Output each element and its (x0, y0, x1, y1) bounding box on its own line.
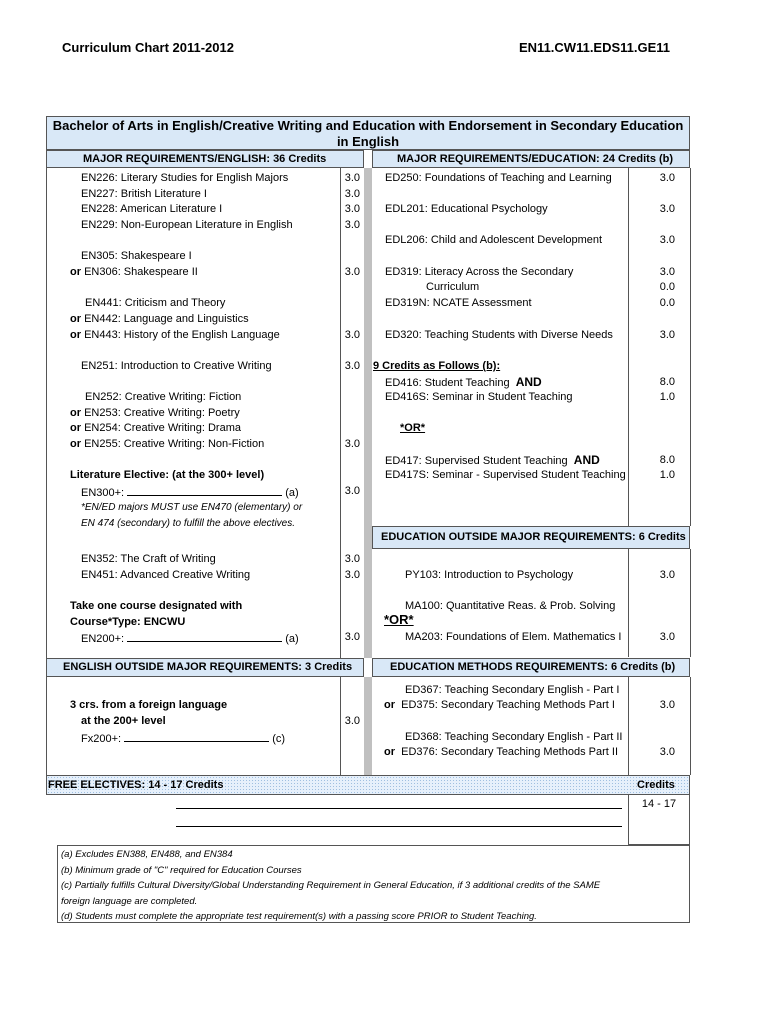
english-outside-header (46, 658, 364, 677)
course-ed417s: ED417S: Seminar - Supervised Student Teaching (385, 469, 626, 481)
course-ed250: ED250: Foundations of Teaching and Learning (385, 172, 612, 184)
course-ed319-cont: Curriculum (426, 281, 480, 293)
credit-value: 3.0 (659, 699, 675, 711)
english-outside-label: ENGLISH OUTSIDE MAJOR REQUIREMENTS: 3 Credits (63, 661, 353, 673)
column-divider (364, 677, 372, 775)
course-en443: or EN443: History of the English Language (70, 329, 280, 341)
en-ed-note-line2: EN 474 (secondary) to fulfill the above electives. (81, 518, 295, 529)
credit-value: 3.0 (344, 438, 360, 450)
course-edl201: EDL201: Educational Psychology (385, 203, 548, 215)
methods-label: EDUCATION METHODS REQUIREMENTS: 6 Credits (b) (390, 661, 676, 673)
credit-value: 3.0 (659, 234, 675, 246)
course-ed416: ED416: Student Teaching AND (385, 375, 542, 389)
credit-value: 3.0 (344, 218, 360, 231)
en300-row: EN300+: (a) (81, 484, 299, 502)
credits-label: Credits (637, 779, 675, 791)
credit-value: 3.0 (344, 203, 360, 216)
credit-value: 3.0 (344, 329, 360, 341)
program-code: EN11.CW11.EDS11.GE11 (519, 40, 671, 55)
footnotes-box (57, 845, 690, 923)
credit-value: 3.0 (344, 485, 360, 497)
credit-value: 8.0 (659, 454, 675, 466)
course-en306: or EN306: Shakespeare II (70, 266, 198, 278)
credit-value: 3.0 (659, 329, 675, 341)
credit-value: 3.0 (659, 172, 675, 184)
education-outside-label: EDUCATION OUTSIDE MAJOR REQUIREMENTS: 6 Credits (381, 531, 686, 543)
credit-value: 3.0 (659, 631, 675, 643)
list-item: EN228: American Literature I (81, 203, 223, 216)
major-english-label: MAJOR REQUIREMENTS/ENGLISH: 36 Credits (83, 153, 327, 165)
free-electives-header (46, 775, 690, 795)
credit-value: 8.0 (659, 376, 675, 388)
elective-blank-line (176, 826, 622, 827)
foreign-language-line1: 3 crs. from a foreign language (70, 699, 228, 711)
credit-value: 3.0 (659, 266, 675, 278)
free-electives-label: FREE ELECTIVES: 14 - 17 Credits (48, 779, 224, 791)
course-en255: or EN255: Creative Writing: Non-Fiction (70, 438, 265, 450)
course-en253: or EN253: Creative Writing: Poetry (70, 407, 240, 419)
course-en252: EN252: Creative Writing: Fiction (85, 391, 242, 403)
credit-value: 3.0 (344, 715, 360, 727)
course-ed375: or ED375: Secondary Teaching Methods Part I (384, 699, 615, 711)
footnote: (a) Excludes EN388, EN488, and EN384 (61, 849, 233, 860)
credit-value: 0.0 (659, 297, 675, 309)
course-ed416s: ED416S: Seminar in Student Teaching (385, 391, 573, 403)
list-item: EN226: Literary Studies for English Majors (81, 172, 289, 184)
course-en352: EN352: The Craft of Writing (81, 553, 216, 565)
course-en251: EN251: Introduction to Creative Writing (81, 360, 272, 372)
education-outside-header (372, 526, 690, 549)
free-electives-credits: 14 - 17 (641, 798, 677, 810)
course-ed368: ED368: Teaching Secondary English - Part II (405, 731, 623, 743)
course-ma203: MA203: Foundations of Elem. Mathematics I (405, 631, 622, 643)
course-en442: or EN442: Language and Linguistics (70, 313, 249, 325)
fx200-row: Fx200+: (c) (81, 730, 285, 748)
credit-value: 1.0 (659, 469, 675, 481)
course-ed376: or ED376: Secondary Teaching Methods Part II (384, 746, 618, 758)
footnote: (b) Minimum grade of "C" required for Education Courses (61, 864, 302, 876)
course-ma100: MA100: Quantitative Reas. & Prob. Solving (405, 600, 616, 612)
credit-value: 3.0 (659, 746, 675, 758)
course-ed319n: ED319N: NCATE Assessment (385, 297, 532, 309)
elective-blank-line (176, 808, 622, 809)
credit-value: 3.0 (344, 360, 360, 372)
or-separator: *OR* (400, 422, 426, 434)
credit-value: 3.0 (659, 569, 675, 581)
encwu-line2: Course*Type: ENCWU (70, 616, 186, 628)
course-en254: or EN254: Creative Writing: Drama (70, 422, 241, 434)
or-separator: *OR* (384, 612, 414, 627)
core-english-credits (330, 171, 360, 233)
course-py103: PY103: Introduction to Psychology (405, 569, 574, 581)
en200-row: EN200+: (a) (81, 630, 299, 648)
list-item: EN227: British Literature I (81, 187, 207, 200)
course-ed319: ED319: Literacy Across the Secondary (385, 266, 574, 278)
footnote: (d) Students must complete the appropriate test requirement(s) with a passing score PRIOR to Student Teaching. (61, 911, 537, 923)
degree-title-band (46, 116, 690, 150)
credit-value: 3.0 (344, 172, 360, 184)
major-english-header (46, 150, 364, 168)
credit-value: 1.0 (659, 391, 675, 403)
major-education-header (372, 150, 690, 168)
credit-value: 0.0 (659, 281, 675, 293)
literature-elective-title: Literature Elective: (at the 300+ level) (70, 469, 265, 481)
chart-title: Curriculum Chart 2011-2012 (62, 40, 234, 55)
credit-value: 3.0 (659, 203, 675, 215)
en-ed-note-line1: *EN/ED majors MUST use EN470 (elementary) or (81, 502, 303, 513)
student-teaching-title: 9 Credits as Follows (b): (373, 360, 501, 372)
course-ed320: ED320: Teaching Students with Diverse Needs (385, 329, 613, 341)
credit-value: 3.0 (344, 187, 360, 200)
credit-value: 3.0 (344, 553, 360, 565)
methods-header (372, 658, 690, 677)
free-electives-credits-box (628, 795, 690, 845)
course-edl206: EDL206: Child and Adolescent Development (385, 234, 603, 246)
course-en305: EN305: Shakespeare I (81, 250, 192, 262)
column-divider (364, 168, 372, 658)
encwu-line1: Take one course designated with (70, 600, 243, 612)
credit-value: 3.0 (344, 569, 360, 581)
course-en451: EN451: Advanced Creative Writing (81, 569, 251, 581)
foreign-language-line2: at the 200+ level (81, 715, 166, 727)
course-ed367: ED367: Teaching Secondary English - Part I (405, 684, 620, 696)
major-education-label: MAJOR REQUIREMENTS/EDUCATION: 24 Credits (b) (397, 153, 674, 165)
core-english-courses (81, 171, 293, 233)
footnote: foreign language are completed. (61, 895, 198, 907)
degree-title-line2: in English (336, 134, 400, 149)
footnote: (c) Partially fulfills Cultural Diversity/Global Understanding Requirement in General Education, if 3 additional credits of the SAME (61, 880, 601, 892)
credit-value: 3.0 (344, 631, 360, 643)
degree-title-line1: Bachelor of Arts in English/Creative Writing and Education with Endorsement in Secondary Education (52, 118, 684, 133)
list-item: EN229: Non-European Literature in English (81, 218, 293, 231)
credit-value: 3.0 (344, 266, 360, 278)
course-en441: EN441: Criticism and Theory (85, 297, 226, 309)
course-ed417: ED417: Supervised Student Teaching AND (385, 453, 600, 467)
